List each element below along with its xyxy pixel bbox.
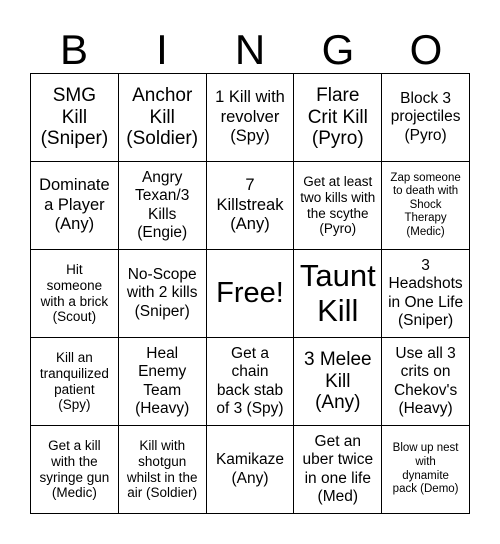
bingo-cell-r2-c2[interactable]: Angry Texan/3 Kills (Engie) <box>119 162 207 250</box>
bingo-cell-r3-c1[interactable]: Hit someone with a brick (Scout) <box>31 250 119 338</box>
bingo-cell-r4-c2[interactable]: Heal Enemy Team (Heavy) <box>119 338 207 426</box>
bingo-cell-r3-c2[interactable]: No-Scope with 2 kills (Sniper) <box>119 250 207 338</box>
bingo-cell-r4-c4[interactable]: 3 Melee Kill (Any) <box>294 338 382 426</box>
bingo-cell-r3-c5[interactable]: 3 Headshots in One Life (Sniper) <box>382 250 470 338</box>
bingo-cell-free[interactable]: Free! <box>207 250 295 338</box>
header-letter-b: B <box>59 26 88 73</box>
bingo-header <box>30 22 470 78</box>
header-letter-i: I <box>156 26 168 73</box>
bingo-card <box>30 73 470 514</box>
bingo-cell-r5-c1[interactable]: Get a kill with the syringe gun (Medic) <box>31 426 119 514</box>
bingo-cell-r5-c3[interactable]: Kamikaze (Any) <box>207 426 295 514</box>
bingo-cell-r5-c2[interactable]: Kill with shotgun whilst in the air (Soldier) <box>119 426 207 514</box>
bingo-cell-r1-c3[interactable]: 1 Kill with revolver (Spy) <box>207 74 295 162</box>
bingo-cell-r1-c1[interactable]: SMG Kill (Sniper) <box>31 74 119 162</box>
bingo-cell-r2-c5[interactable]: Zap someone to death with Shock Therapy (Medic) <box>382 162 470 250</box>
bingo-cell-r4-c3[interactable]: Get a chain back stab of 3 (Spy) <box>207 338 295 426</box>
bingo-cell-r2-c1[interactable]: Dominate a Player (Any) <box>31 162 119 250</box>
bingo-cell-r5-c5[interactable]: Blow up nest with dynamite pack (Demo) <box>382 426 470 514</box>
bingo-cell-r1-c2[interactable]: Anchor Kill (Soldier) <box>119 74 207 162</box>
bingo-cell-r5-c4[interactable]: Get an uber twice in one life (Med) <box>294 426 382 514</box>
header-letter-g: G <box>321 26 355 73</box>
header-letter-o: O <box>409 26 443 73</box>
bingo-cell-r1-c5[interactable]: Block 3 projectiles (Pyro) <box>382 74 470 162</box>
bingo-cell-r3-c4[interactable]: Taunt Kill <box>294 250 382 338</box>
bingo-cell-r1-c4[interactable]: Flare Crit Kill (Pyro) <box>294 74 382 162</box>
bingo-cell-r2-c4[interactable]: Get at least two kills with the scythe (Pyro) <box>294 162 382 250</box>
header-letter-n: N <box>234 26 266 73</box>
bingo-cell-r4-c5[interactable]: Use all 3 crits on Chekov's (Heavy) <box>382 338 470 426</box>
bingo-cell-r4-c1[interactable]: Kill an tranquilized patient (Spy) <box>31 338 119 426</box>
bingo-cell-r2-c3[interactable]: 7 Killstreak (Any) <box>207 162 295 250</box>
